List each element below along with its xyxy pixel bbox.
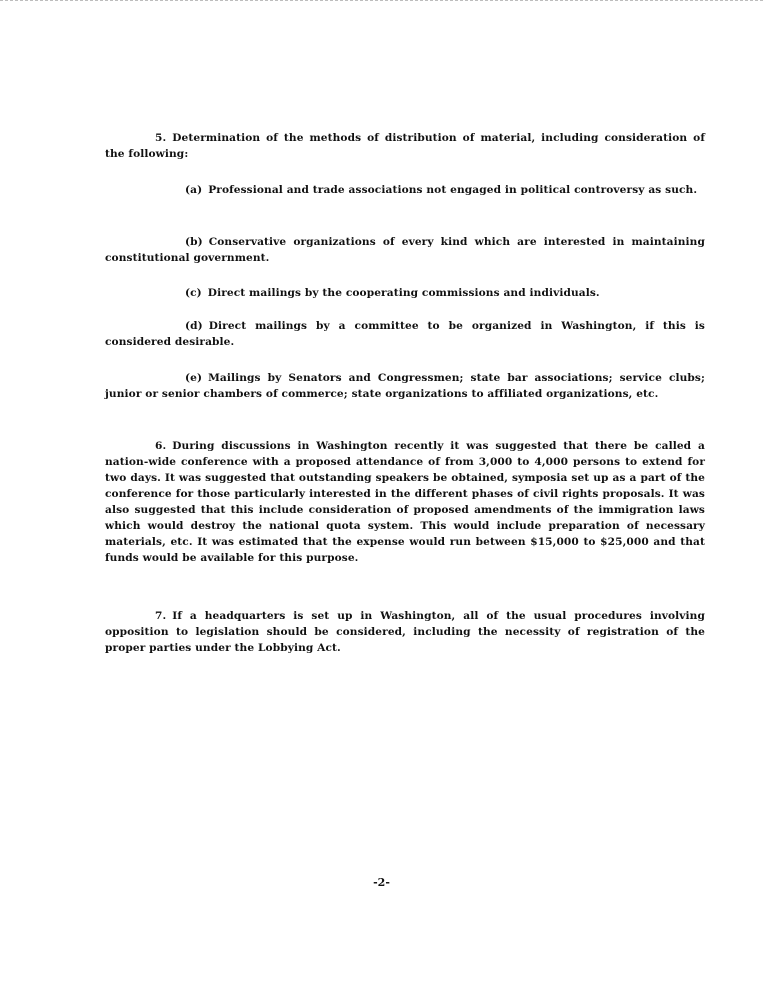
item-number: 5. xyxy=(155,132,167,144)
page-number: -2- xyxy=(373,876,390,889)
paragraph-item-d xyxy=(105,318,705,350)
item-letter: (e) xyxy=(185,372,203,384)
paragraph-text: Direct mailings by a committee to be organized in Washington, if this is considered desirable. xyxy=(105,320,705,348)
paragraph-item-b xyxy=(105,234,705,266)
item-number: 7. xyxy=(155,610,167,622)
paragraph-item-e xyxy=(105,370,705,402)
item-letter: (b) xyxy=(185,236,203,248)
paragraph-item-c xyxy=(105,285,705,301)
paragraph-item-5 xyxy=(105,130,705,162)
item-number: 6. xyxy=(155,440,167,452)
item-letter: (d) xyxy=(185,320,203,332)
paragraph-text: Professional and trade associations not engaged in political controversy as such. xyxy=(208,184,698,196)
paragraph-item-7 xyxy=(105,608,705,656)
paragraph-text: Direct mailings by the cooperating commissions and individuals. xyxy=(207,287,600,299)
paragraph-text: During discussions in Washington recently it was suggested that there be called a nation-wide conference with a proposed attendance of from 3,000 to 4,000 persons to extend for two days. It was suggested that outstanding speakers be obtained, symposia set up as a part of the conference for those particularly interested in the different phases of civil rights proposals. It was also suggested that this include consideration of proposed amendments of the immigration laws which would destroy the national quota system. This would include preparation of necessary materials, etc. It was estimated that the expense would run between $15,000 to $25,000 and that funds would be available for this purpose. xyxy=(105,440,705,564)
item-letter: (c) xyxy=(185,287,202,299)
paragraph-item-a xyxy=(105,182,705,198)
paragraph-item-6 xyxy=(105,438,705,566)
page-top-edge xyxy=(0,0,763,1)
paragraph-text: Mailings by Senators and Congressmen; state bar associations; service clubs; junior or senior chambers of commerce; state organizations to affiliated organizations, etc. xyxy=(105,372,705,400)
paragraph-text: Determination of the methods of distribution of material, including consideration of the following: xyxy=(105,132,705,160)
paragraph-text: Conservative organizations of every kind which are interested in maintaining constitutional government. xyxy=(105,236,705,264)
paragraph-text: If a headquarters is set up in Washington, all of the usual procedures involving opposition to legislation should be considered, including the necessity of registration of the proper parties under the Lobbying Act. xyxy=(105,610,705,654)
item-letter: (a) xyxy=(185,184,203,196)
